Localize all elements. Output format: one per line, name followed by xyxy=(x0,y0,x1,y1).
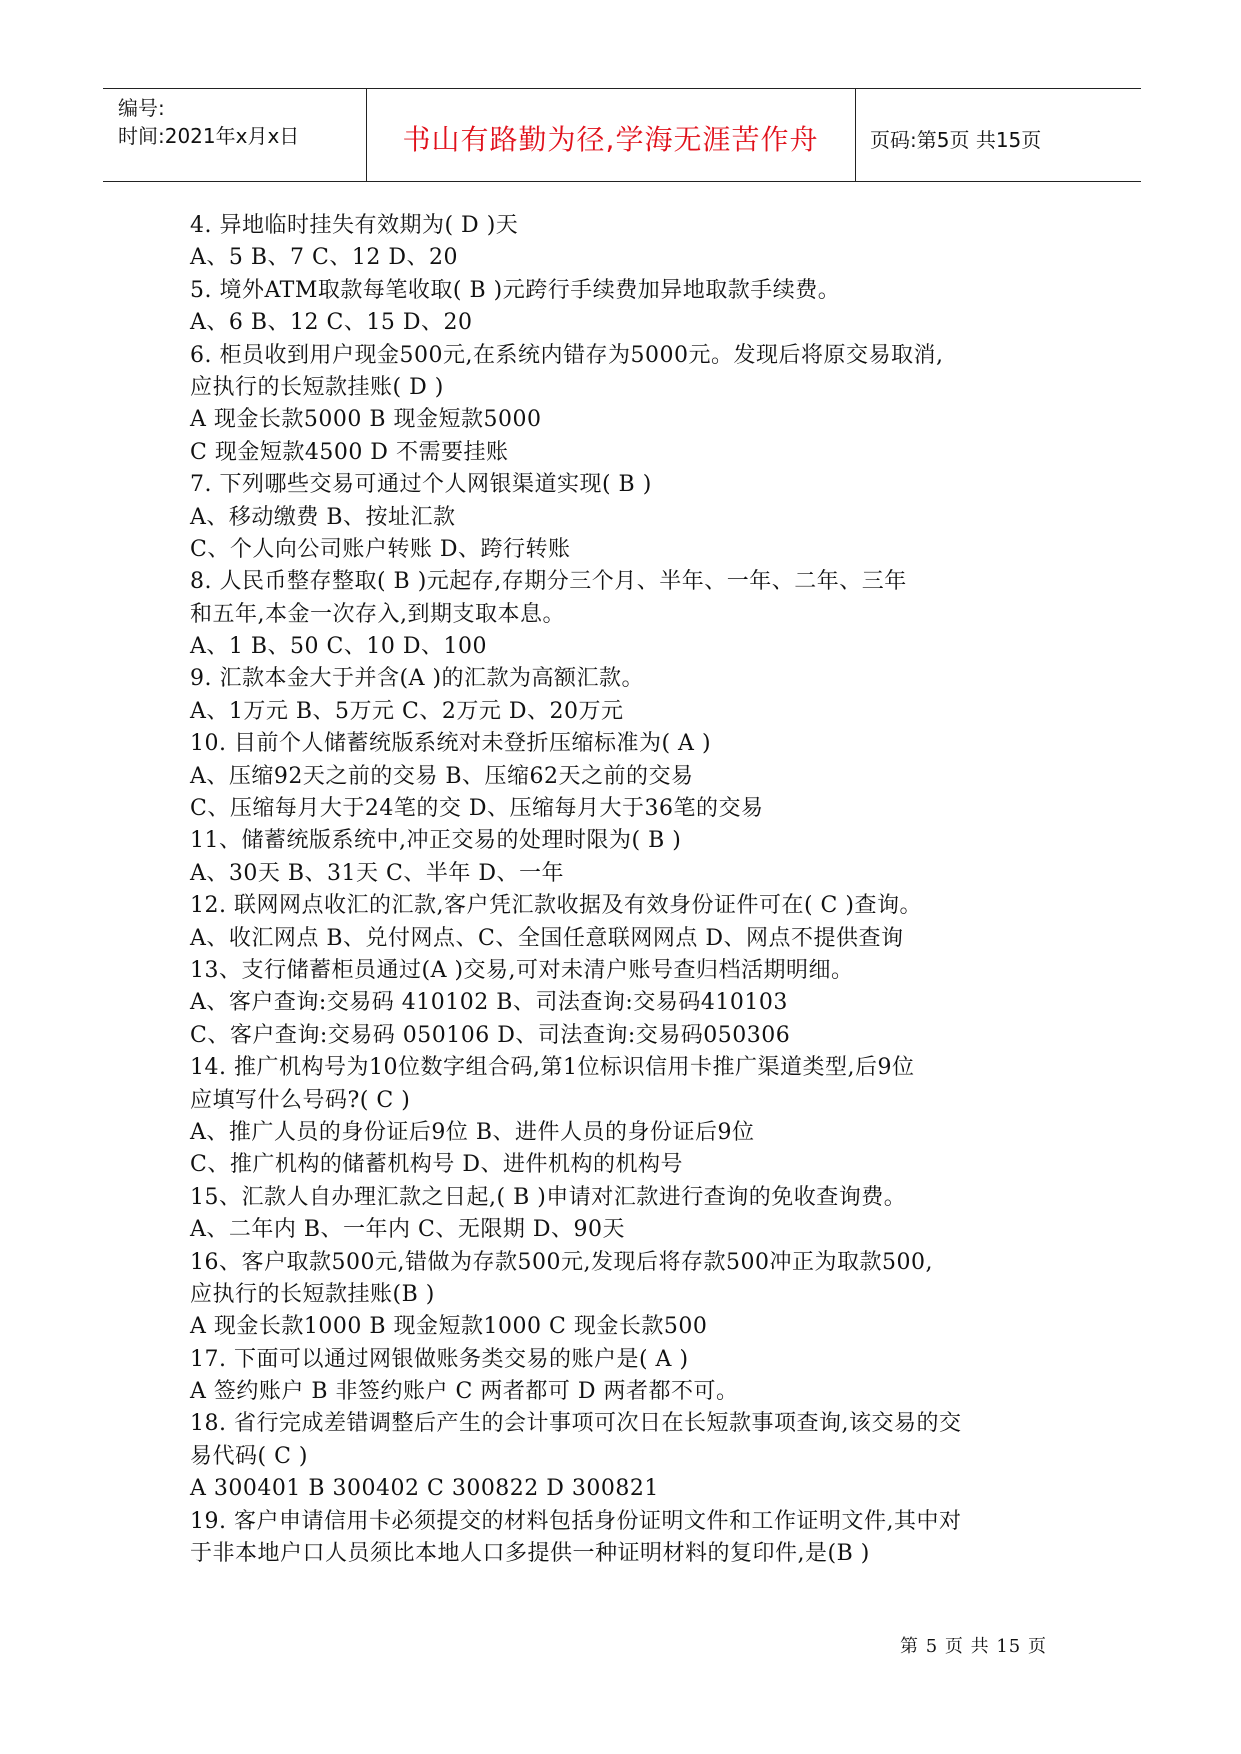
text-line: 18. 省行完成差错调整后产生的会计事项可次日在长短款事项查询,该交易的交 xyxy=(190,1411,962,1437)
text-line: 易代码( C ) xyxy=(190,1443,308,1469)
text-line: A、压缩92天之前的交易 B、压缩62天之前的交易 xyxy=(190,763,694,789)
text-line: A、客户查询:交易码 410102 B、司法查询:交易码410103 xyxy=(190,990,788,1016)
text-line: 8. 人民币整存整取( B )元起存,存期分三个月、半年、一年、二年、三年 xyxy=(190,569,907,595)
text-line: 4. 异地临时挂失有效期为( D )天 xyxy=(190,213,519,238)
date-text: 时间:2021年x月x日 xyxy=(118,124,300,148)
text-line: 和五年,本金一次存入,到期支取本息。 xyxy=(190,601,565,627)
text-line: 应执行的长短款挂账(B ) xyxy=(190,1281,435,1307)
text-line: 17. 下面可以通过网银做账务类交易的账户是( A ) xyxy=(190,1346,689,1372)
text-line: 16、客户取款500元,错做为存款500元,发现后将存款500冲正为取款500, xyxy=(190,1249,933,1275)
text-line: A、30天 B、31天 C、半年 D、一年 xyxy=(190,860,564,886)
text-line: 应填写什么号码?( C ) xyxy=(190,1087,411,1113)
text-line: 6. 柜员收到用户现金500元,在系统内错存为5000元。发现后将原交易取消, xyxy=(190,342,944,368)
text-line: 19. 客户申请信用卡必须提交的材料包括身份证明文件和工作证明文件,其中对 xyxy=(190,1508,962,1534)
text-line: A、1万元 B、5万元 C、2万元 D、20万元 xyxy=(190,698,624,724)
header-divider-right xyxy=(855,88,856,181)
text-line: 13、支行储蓄柜员通过(A )交易,可对未清户账号查归档活期明细。 xyxy=(190,957,854,983)
text-line: C、客户查询:交易码 050106 D、司法查询:交易码050306 xyxy=(190,1022,791,1048)
page-footer: 第 5 页 共 15 页 xyxy=(900,1636,1047,1657)
text-line: 14. 推广机构号为10位数字组合码,第1位标识信用卡推广渠道类型,后9位 xyxy=(190,1055,915,1081)
text-line: 7. 下列哪些交易可通过个人网银渠道实现( B ) xyxy=(190,472,652,498)
text-line: A 300401 B 300402 C 300822 D 300821 xyxy=(190,1476,659,1502)
text-line: C、推广机构的储蓄机构号 D、进件机构的机构号 xyxy=(190,1152,683,1178)
text-line: 应执行的长短款挂账( D ) xyxy=(190,374,444,400)
text-line: A、二年内 B、一年内 C、无限期 D、90天 xyxy=(190,1217,626,1243)
text-line: A、收汇网点 B、兑付网点、C、全国任意联网网点 D、网点不提供查询 xyxy=(190,925,904,951)
text-line: C、个人向公司账户转账 D、跨行转账 xyxy=(190,536,571,562)
text-line: A、6 B、12 C、15 D、20 xyxy=(190,310,473,336)
page-code: 页码:第5页 共15页 xyxy=(870,128,1042,152)
text-line: A 现金长款5000 B 现金短款5000 xyxy=(190,407,542,433)
text-line: 9. 汇款本金大于并含(A )的汇款为高额汇款。 xyxy=(190,666,645,692)
text-line: A、移动缴费 B、按址汇款 xyxy=(190,504,456,530)
text-line: 5. 境外ATM取款每笔收取( B )元跨行手续费加异地取款手续费。 xyxy=(190,277,841,303)
text-line: A、推广人员的身份证后9位 B、进件人员的身份证后9位 xyxy=(190,1119,755,1145)
text-line: A 签约账户 B 非签约账户 C 两者都可 D 两者都不可。 xyxy=(190,1379,739,1405)
text-line: 15、汇款人自办理汇款之日起,( B )申请对汇款进行查询的免收查询费。 xyxy=(190,1184,907,1210)
text-line: 11、储蓄统版系统中,冲正交易的处理时限为( B ) xyxy=(190,828,682,854)
text-line: C 现金短款4500 D 不需要挂账 xyxy=(190,439,509,465)
text-line: 12. 联网网点收汇的汇款,客户凭汇款收据及有效身份证件可在( C )查询。 xyxy=(190,893,922,919)
header-bottom-rule xyxy=(103,181,1141,182)
header-top-rule xyxy=(103,88,1141,89)
text-line: A、5 B、7 C、12 D、20 xyxy=(190,245,458,271)
motto: 书山有路勤为径,学海无涯苦作舟 xyxy=(402,123,819,156)
text-line: C、压缩每月大于24笔的交 D、压缩每月大于36笔的交易 xyxy=(190,796,764,822)
text-line: A 现金长款1000 B 现金短款1000 C 现金长款500 xyxy=(190,1314,708,1340)
question-list xyxy=(190,210,1090,1570)
text-line: 于非本地户口人员须比本地人口多提供一种证明材料的复印件,是(B ) xyxy=(190,1541,870,1567)
text-line: A、1 B、50 C、10 D、100 xyxy=(190,634,487,660)
text-line: 10. 目前个人储蓄统版系统对未登折压缩标准为( A ) xyxy=(190,731,712,757)
serial-label: 编号: xyxy=(118,96,165,120)
